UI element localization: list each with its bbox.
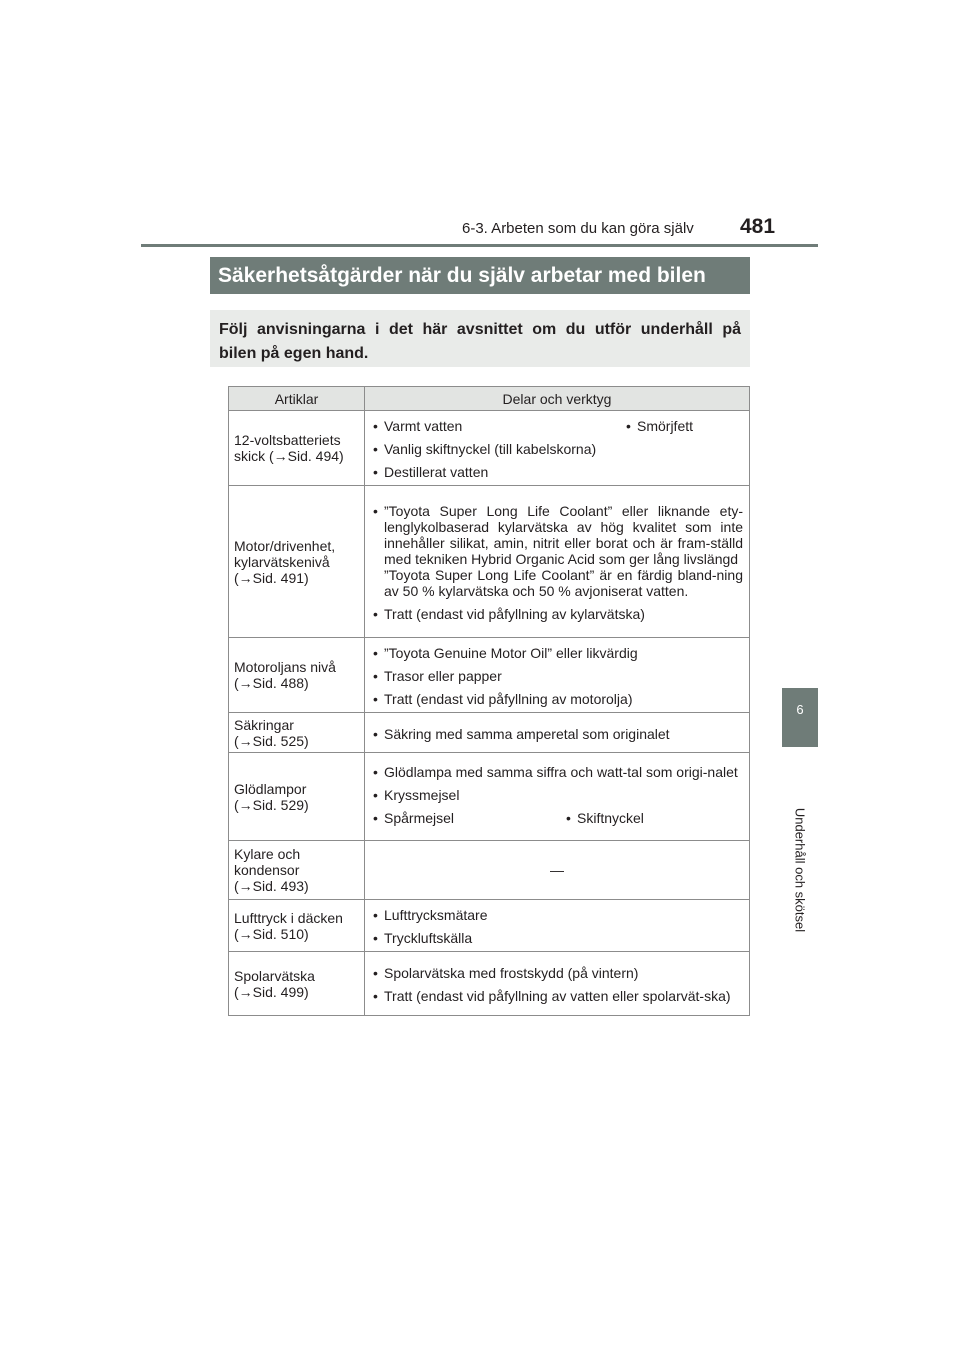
list-item: • Tratt (endast vid påfyllning av motorolja) bbox=[371, 691, 743, 707]
section-title: Säkerhetsåtgärder när du själv arbetar med bilen bbox=[210, 257, 750, 294]
list-item: • Lufttrycksmätare bbox=[371, 907, 743, 923]
table-row bbox=[229, 638, 750, 713]
article-ref: (→Sid. 529) bbox=[234, 796, 309, 813]
article-text: Motor/drivenhet, bbox=[234, 537, 336, 554]
table-row bbox=[229, 900, 750, 952]
article-ref: skick (→Sid. 494) bbox=[234, 448, 344, 464]
article-text: Säkringar bbox=[234, 716, 294, 733]
item-pair bbox=[371, 418, 743, 434]
tools-cell bbox=[365, 411, 750, 486]
list-item: • Vanlig skiftnyckel (till kabelskorna) bbox=[371, 441, 743, 457]
table-row bbox=[229, 713, 750, 753]
article-cell bbox=[229, 638, 365, 713]
article-text: 12-voltsbatteriets bbox=[234, 432, 341, 448]
article-ref: (→Sid. 499) bbox=[234, 983, 309, 1000]
intro-line-1: Följ anvisningarna i det här avsnittet om du utför underhåll på bbox=[219, 321, 741, 338]
tools-cell bbox=[365, 900, 750, 952]
list-item: • Tratt (endast vid påfyllning av vatten eller spolarvät-ska) bbox=[371, 988, 743, 1004]
article-text: Lufttryck i däcken bbox=[234, 909, 343, 926]
item-pair bbox=[371, 810, 743, 826]
article-text: kylarvätskenivå bbox=[234, 553, 330, 570]
article-ref: (→Sid. 525) bbox=[234, 732, 309, 749]
list-item: • Trasor eller papper bbox=[371, 668, 743, 684]
article-text: Glödlampor bbox=[234, 780, 307, 797]
list-item: • Spårmejsel bbox=[371, 810, 564, 826]
page-number: 481 bbox=[740, 215, 776, 238]
list-item: • Destillerat vatten bbox=[371, 464, 743, 480]
list-item-text: ”Toyota Super Long Life Coolant” eller liknande ety-lenglykolbaserad kylarvätska av hög kvalitet som inte innehåller silikat, amin, nitrit eller borat och är fram-ställd med tekniken Hybrid Organic Acid som ger lång livslängd bbox=[384, 503, 743, 567]
article-ref: (→Sid. 491) bbox=[234, 569, 309, 586]
list-item bbox=[371, 503, 743, 599]
list-item: • Skiftnyckel bbox=[564, 810, 644, 826]
list-item: • Säkring med samma amperetal som originalet bbox=[371, 726, 743, 742]
list-item: • Varmt vatten bbox=[371, 418, 624, 434]
list-item: • Smörjfett bbox=[624, 418, 693, 434]
header-rule bbox=[141, 244, 818, 247]
intro-line-2: bilen på egen hand. bbox=[219, 345, 369, 362]
article-cell bbox=[229, 486, 365, 638]
list-item: • Glödlampa med samma siffra och watt-tal som origi-nalet bbox=[371, 764, 743, 780]
article-text: kondensor bbox=[234, 862, 300, 878]
list-item: • Tryckluftskälla bbox=[371, 930, 743, 946]
list-item: • Spolarvätska med frostskydd (på vintern) bbox=[371, 965, 743, 981]
article-cell bbox=[229, 900, 365, 952]
chapter-tab: 6 bbox=[782, 688, 818, 747]
tools-cell bbox=[365, 841, 750, 900]
article-ref: (→Sid. 493) bbox=[234, 878, 309, 894]
column-header-articles: Artiklar bbox=[229, 387, 365, 411]
article-cell bbox=[229, 713, 365, 753]
article-ref: (→Sid. 488) bbox=[234, 675, 309, 691]
article-cell bbox=[229, 952, 365, 1016]
tools-cell bbox=[365, 638, 750, 713]
table-row bbox=[229, 411, 750, 486]
header-section-title: 6-3. Arbeten som du kan göra själv bbox=[462, 220, 694, 237]
column-header-tools: Delar och verktyg bbox=[365, 387, 750, 411]
tools-cell bbox=[365, 753, 750, 841]
list-item: • ”Toyota Genuine Motor Oil” eller likvärdig bbox=[371, 645, 743, 661]
chapter-label: Underhåll och skötsel bbox=[792, 807, 808, 933]
tools-cell bbox=[365, 713, 750, 753]
list-item: • Kryssmejsel bbox=[371, 787, 743, 803]
article-cell bbox=[229, 411, 365, 486]
article-cell bbox=[229, 753, 365, 841]
list-item: • Tratt (endast vid påfyllning av kylarvätska) bbox=[371, 606, 743, 622]
table-row bbox=[229, 753, 750, 841]
table-header-row bbox=[229, 387, 750, 411]
empty-dash: — bbox=[550, 862, 564, 878]
intro-box bbox=[210, 310, 750, 367]
table-row bbox=[229, 841, 750, 900]
article-cell bbox=[229, 841, 365, 900]
table-row bbox=[229, 486, 750, 638]
tools-cell bbox=[365, 952, 750, 1016]
article-ref: (→Sid. 510) bbox=[234, 925, 309, 942]
table-row bbox=[229, 952, 750, 1016]
article-text: Spolarvätska bbox=[234, 967, 315, 984]
list-item-note: ”Toyota Super Long Life Coolant” är en färdig bland-ning av 50 % kylarvätska och 50 % avjoniserat vatten. bbox=[384, 567, 743, 599]
article-text: Kylare och bbox=[234, 846, 301, 862]
parts-table bbox=[228, 386, 750, 1016]
tools-cell bbox=[365, 486, 750, 638]
article-text: Motoroljans nivå bbox=[234, 659, 336, 675]
